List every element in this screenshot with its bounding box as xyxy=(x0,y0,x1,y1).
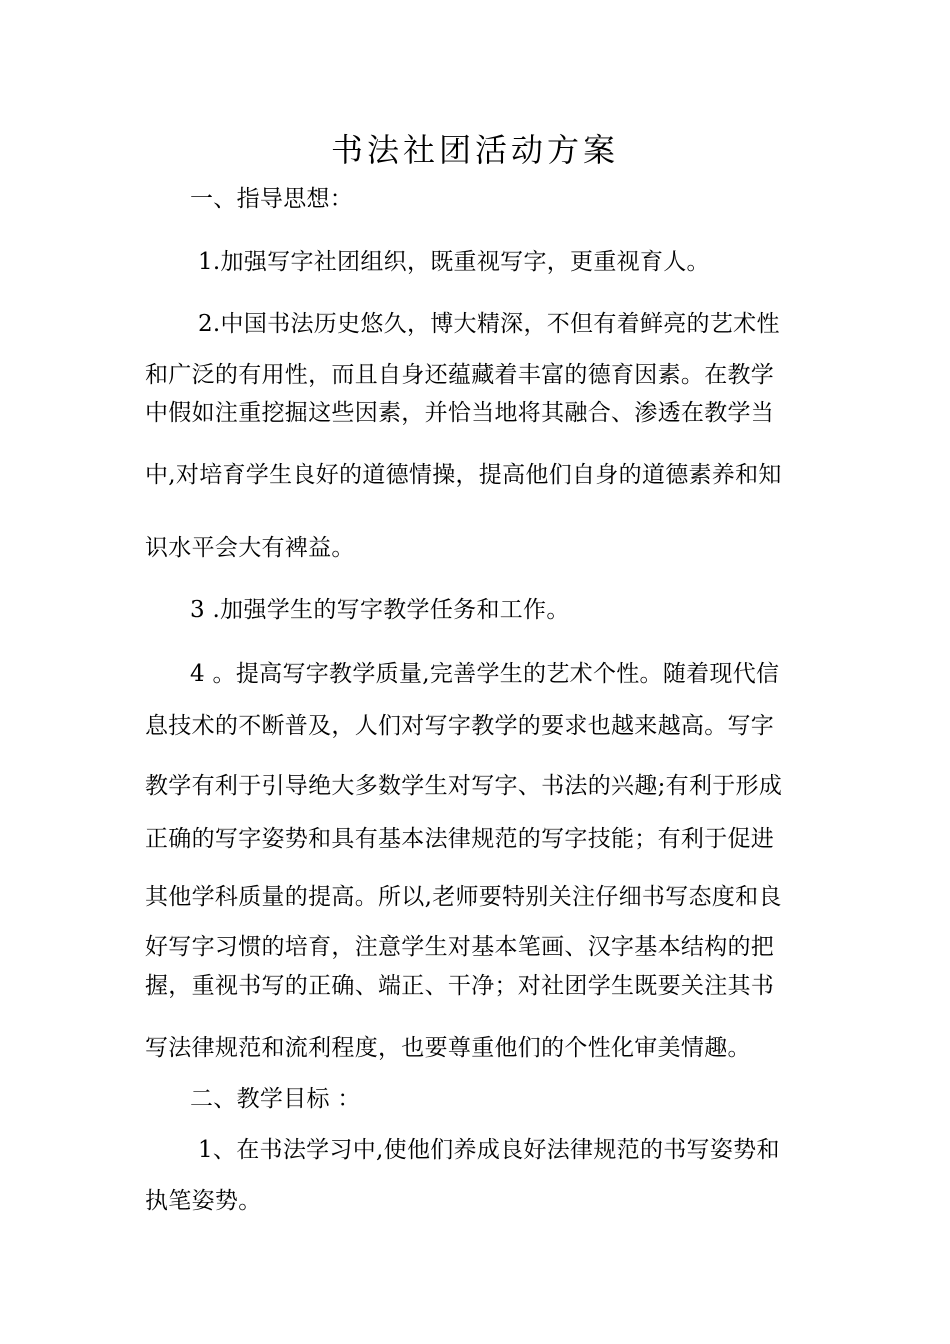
paragraph-line: 写法律规范和流利程度，也要尊重他们的个性化审美情趣。 xyxy=(145,1035,751,1061)
paragraph-line: 1、在书法学习中,使他们养成良好法律规范的书写姿势和 xyxy=(198,1137,780,1163)
paragraph-line: 息技术的不断普及，人们对写字教学的要求也越来越高。写字 xyxy=(145,713,775,739)
document-title: 书法社团活动方案 xyxy=(330,131,619,169)
paragraph-line: 好写字习惯的培育，注意学生对基本笔画、汉字基本结构的把 xyxy=(145,934,775,960)
paragraph-line: 执笔姿势。 xyxy=(145,1188,262,1214)
paragraph-line: 正确的写字姿势和具有基本法律规范的写字技能；有利于促进 xyxy=(145,826,775,852)
paragraph-line: 1.加强写字社团组织，既重视写字，更重视育人。 xyxy=(198,249,710,275)
paragraph-line: 和广泛的有用性，而且自身还蕴藏着丰富的德育因素。在教学 xyxy=(145,362,775,388)
paragraph-line: 4 。提高写字教学质量,完善学生的艺术个性。随着现代信 xyxy=(190,661,780,687)
paragraph-line: 3 .加强学生的写字教学任务和工作。 xyxy=(190,597,570,623)
paragraph-line: 中假如注重挖掘这些因素，并恰当地将其融合、渗透在教学当 xyxy=(145,400,775,426)
section-heading: 二、教学目标 ： xyxy=(190,1086,361,1112)
section-heading: 一、指导思想： xyxy=(190,186,354,212)
paragraph-line: 2.中国书法历史悠久，博大精深，不但有着鲜亮的艺术性 xyxy=(198,311,780,337)
paragraph-line: 其他学科质量的提高。所以,老师要特别关注仔细书写态度和良 xyxy=(145,884,782,910)
paragraph-line: 中,对培育学生良好的道德情操，提高他们自身的道德素养和知 xyxy=(145,462,782,488)
paragraph-line: 识水平会大有裨益。 xyxy=(145,535,355,561)
paragraph-line: 握，重视书写的正确、端正、干净；对社团学生既要关注其书 xyxy=(145,973,775,999)
paragraph-line: 教学有利于引导绝大多数学生对写字、书法的兴趣;有利于形成 xyxy=(145,773,783,799)
